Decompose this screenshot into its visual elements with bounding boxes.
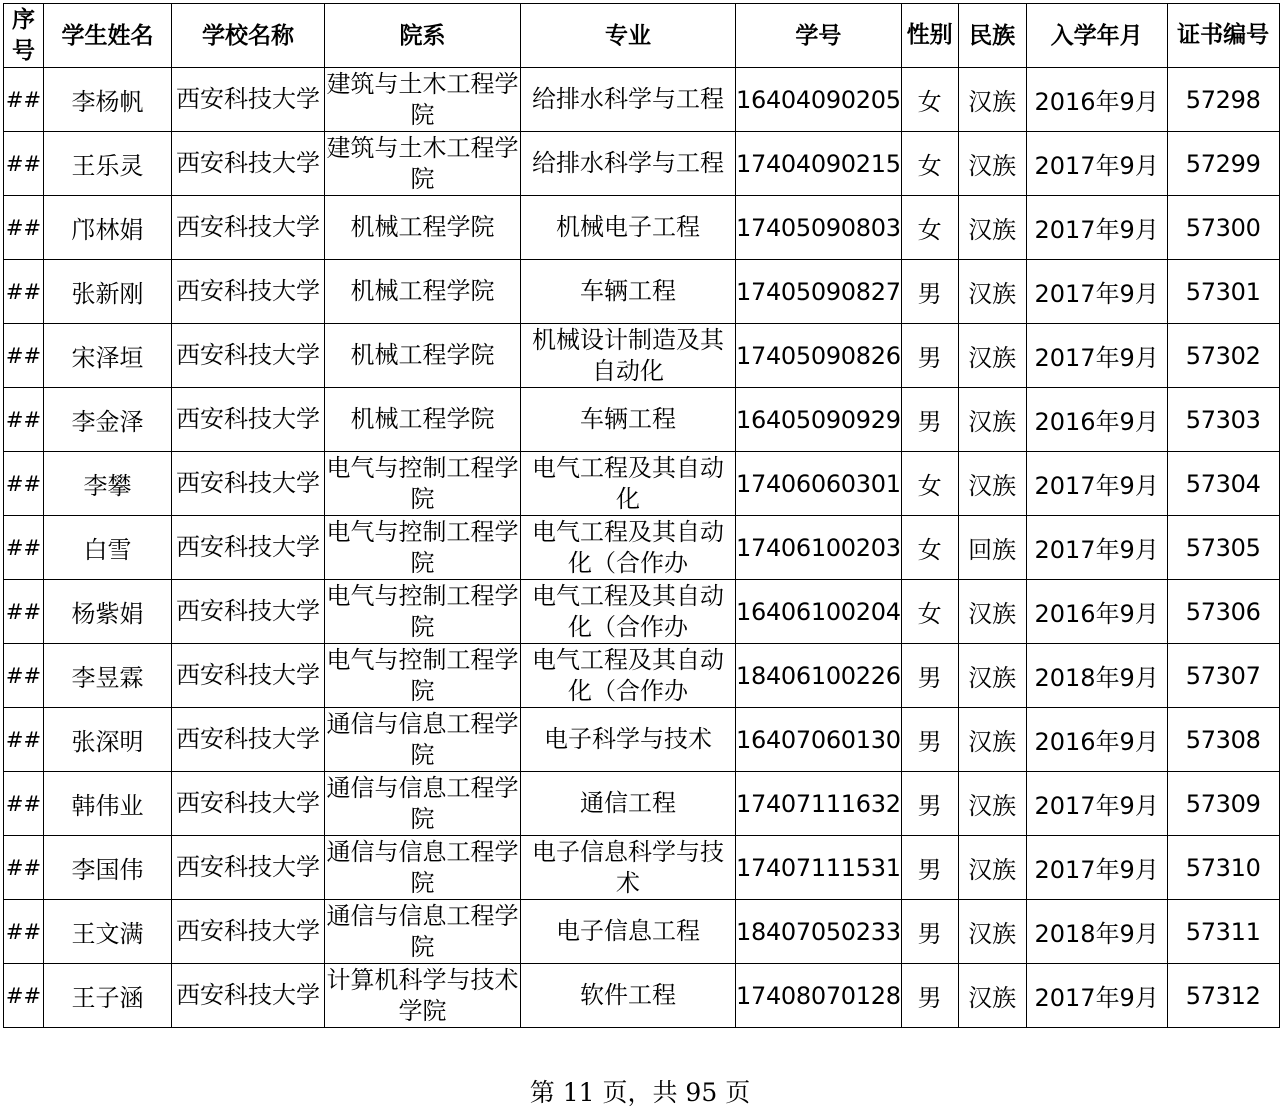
cell-department: 通信与信息工程学院 [325,772,521,836]
cell-department: 计算机科学与技术学院 [325,964,521,1028]
cell-cert-no: 57310 [1167,836,1279,900]
header-major: 专业 [521,4,736,68]
cell-gender: 男 [901,324,958,388]
cell-school: 西安科技大学 [172,324,325,388]
cell-student-id: 16404090205 [736,68,902,132]
cell-enroll-date: 2017年9月 [1026,196,1167,260]
cell-gender: 女 [901,196,958,260]
header-student-id: 学号 [736,4,902,68]
cell-department: 电气与控制工程学院 [325,452,521,516]
cell-name: 李国伟 [44,836,172,900]
cell-major: 机械电子工程 [521,196,736,260]
cell-seq: ## [4,132,44,196]
header-ethnicity: 民族 [958,4,1026,68]
table-row [4,196,1280,260]
cell-name: 李杨帆 [44,68,172,132]
cell-ethnicity: 汉族 [958,68,1026,132]
cell-major: 电气工程及其自动化（合作办 [521,644,736,708]
table-row [4,260,1280,324]
cell-major: 给排水科学与工程 [521,132,736,196]
cell-seq: ## [4,324,44,388]
cell-name: 白雪 [44,516,172,580]
cell-name: 韩伟业 [44,772,172,836]
cell-name: 邝林娟 [44,196,172,260]
cell-name: 张新刚 [44,260,172,324]
cell-ethnicity: 汉族 [958,388,1026,452]
cell-cert-no: 57301 [1167,260,1279,324]
table-row [4,708,1280,772]
header-name: 学生姓名 [44,4,172,68]
cell-enroll-date: 2017年9月 [1026,452,1167,516]
cell-school: 西安科技大学 [172,516,325,580]
cell-name: 李金泽 [44,388,172,452]
cell-gender: 女 [901,68,958,132]
cell-cert-no: 57309 [1167,772,1279,836]
cell-cert-no: 57311 [1167,900,1279,964]
cell-ethnicity: 汉族 [958,580,1026,644]
cell-department: 通信与信息工程学院 [325,836,521,900]
cell-seq: ## [4,772,44,836]
cell-ethnicity: 汉族 [958,708,1026,772]
cell-student-id: 17405090827 [736,260,902,324]
cell-school: 西安科技大学 [172,836,325,900]
cell-ethnicity: 汉族 [958,132,1026,196]
header-cert-no: 证书编号 [1167,4,1279,68]
cell-enroll-date: 2016年9月 [1026,388,1167,452]
cell-department: 建筑与土木工程学院 [325,132,521,196]
cell-school: 西安科技大学 [172,388,325,452]
cell-major: 软件工程 [521,964,736,1028]
cell-student-id: 17406060301 [736,452,902,516]
cell-ethnicity: 汉族 [958,452,1026,516]
cell-department: 电气与控制工程学院 [325,516,521,580]
cell-school: 西安科技大学 [172,772,325,836]
table-row [4,388,1280,452]
cell-cert-no: 57307 [1167,644,1279,708]
cell-gender: 男 [901,964,958,1028]
cell-cert-no: 57299 [1167,132,1279,196]
cell-enroll-date: 2018年9月 [1026,644,1167,708]
cell-enroll-date: 2016年9月 [1026,708,1167,772]
cell-department: 电气与控制工程学院 [325,644,521,708]
cell-major: 给排水科学与工程 [521,68,736,132]
table-row [4,324,1280,388]
cell-cert-no: 57306 [1167,580,1279,644]
cell-seq: ## [4,516,44,580]
header-enroll-date: 入学年月 [1026,4,1167,68]
table-body [4,68,1280,1028]
cell-department: 建筑与土木工程学院 [325,68,521,132]
header-school: 学校名称 [172,4,325,68]
cell-enroll-date: 2018年9月 [1026,900,1167,964]
cell-student-id: 17404090215 [736,132,902,196]
table-row [4,68,1280,132]
cell-major: 电子信息科学与技术 [521,836,736,900]
cell-enroll-date: 2017年9月 [1026,964,1167,1028]
cell-department: 机械工程学院 [325,324,521,388]
cell-enroll-date: 2017年9月 [1026,836,1167,900]
cell-seq: ## [4,708,44,772]
cell-ethnicity: 汉族 [958,964,1026,1028]
cell-department: 通信与信息工程学院 [325,708,521,772]
cell-school: 西安科技大学 [172,900,325,964]
table-row [4,132,1280,196]
table-row [4,900,1280,964]
header-gender: 性别 [901,4,958,68]
cell-major: 机械设计制造及其自动化 [521,324,736,388]
cell-school: 西安科技大学 [172,260,325,324]
cell-cert-no: 57303 [1167,388,1279,452]
cell-gender: 女 [901,132,958,196]
cell-name: 杨紫娟 [44,580,172,644]
cell-seq: ## [4,964,44,1028]
cell-enroll-date: 2017年9月 [1026,260,1167,324]
cell-seq: ## [4,196,44,260]
cell-enroll-date: 2016年9月 [1026,68,1167,132]
cell-student-id: 18407050233 [736,900,902,964]
cell-cert-no: 57305 [1167,516,1279,580]
cell-seq: ## [4,580,44,644]
cell-ethnicity: 汉族 [958,836,1026,900]
header-department: 院系 [325,4,521,68]
cell-name: 王子涵 [44,964,172,1028]
table-row [4,516,1280,580]
cell-ethnicity: 汉族 [958,772,1026,836]
cell-enroll-date: 2017年9月 [1026,132,1167,196]
cell-seq: ## [4,260,44,324]
cell-gender: 男 [901,260,958,324]
cell-gender: 男 [901,388,958,452]
cell-school: 西安科技大学 [172,132,325,196]
cell-ethnicity: 汉族 [958,324,1026,388]
cell-gender: 男 [901,644,958,708]
cell-seq: ## [4,644,44,708]
cell-gender: 女 [901,580,958,644]
cell-gender: 女 [901,452,958,516]
cell-name: 李昱霖 [44,644,172,708]
cell-gender: 男 [901,772,958,836]
cell-enroll-date: 2017年9月 [1026,772,1167,836]
cell-student-id: 16405090929 [736,388,902,452]
cell-enroll-date: 2017年9月 [1026,516,1167,580]
cell-name: 李攀 [44,452,172,516]
cell-department: 通信与信息工程学院 [325,900,521,964]
cell-student-id: 17405090826 [736,324,902,388]
page-footer: 第 11 页，共 95 页 [529,1078,751,1107]
table-header-row [4,4,1280,68]
cell-enroll-date: 2016年9月 [1026,580,1167,644]
table-row [4,580,1280,644]
cell-department: 机械工程学院 [325,196,521,260]
table-row [4,772,1280,836]
cell-school: 西安科技大学 [172,68,325,132]
cell-name: 王文满 [44,900,172,964]
cell-seq: ## [4,836,44,900]
cell-major: 电气工程及其自动化 [521,452,736,516]
cell-ethnicity: 汉族 [958,644,1026,708]
cell-student-id: 17407111531 [736,836,902,900]
cell-ethnicity: 汉族 [958,260,1026,324]
cell-name: 张深明 [44,708,172,772]
table-row [4,836,1280,900]
cell-school: 西安科技大学 [172,708,325,772]
table-row [4,644,1280,708]
cell-seq: ## [4,452,44,516]
cell-cert-no: 57298 [1167,68,1279,132]
cell-major: 电气工程及其自动化（合作办 [521,580,736,644]
cell-ethnicity: 汉族 [958,900,1026,964]
cell-gender: 女 [901,516,958,580]
cell-cert-no: 57304 [1167,452,1279,516]
cell-major: 电气工程及其自动化（合作办 [521,516,736,580]
cell-gender: 男 [901,708,958,772]
cell-seq: ## [4,68,44,132]
cell-school: 西安科技大学 [172,644,325,708]
header-seq: 序号 [4,4,44,68]
cell-ethnicity: 汉族 [958,196,1026,260]
cell-student-id: 17405090803 [736,196,902,260]
cell-student-id: 16407060130 [736,708,902,772]
cell-student-id: 17407111632 [736,772,902,836]
student-table [3,3,1280,1028]
cell-cert-no: 57302 [1167,324,1279,388]
table-row [4,452,1280,516]
cell-major: 通信工程 [521,772,736,836]
cell-cert-no: 57300 [1167,196,1279,260]
cell-school: 西安科技大学 [172,196,325,260]
cell-school: 西安科技大学 [172,580,325,644]
cell-major: 车辆工程 [521,388,736,452]
cell-seq: ## [4,388,44,452]
cell-department: 机械工程学院 [325,388,521,452]
cell-student-id: 16406100204 [736,580,902,644]
cell-school: 西安科技大学 [172,452,325,516]
cell-student-id: 18406100226 [736,644,902,708]
cell-cert-no: 57312 [1167,964,1279,1028]
cell-gender: 男 [901,836,958,900]
cell-department: 机械工程学院 [325,260,521,324]
cell-student-id: 17408070128 [736,964,902,1028]
table-row [4,964,1280,1028]
cell-student-id: 17406100203 [736,516,902,580]
cell-major: 电子信息工程 [521,900,736,964]
cell-gender: 男 [901,900,958,964]
cell-ethnicity: 回族 [958,516,1026,580]
cell-enroll-date: 2017年9月 [1026,324,1167,388]
cell-department: 电气与控制工程学院 [325,580,521,644]
cell-name: 宋泽垣 [44,324,172,388]
cell-school: 西安科技大学 [172,964,325,1028]
cell-major: 车辆工程 [521,260,736,324]
cell-cert-no: 57308 [1167,708,1279,772]
cell-seq: ## [4,900,44,964]
cell-name: 王乐灵 [44,132,172,196]
cell-major: 电子科学与技术 [521,708,736,772]
